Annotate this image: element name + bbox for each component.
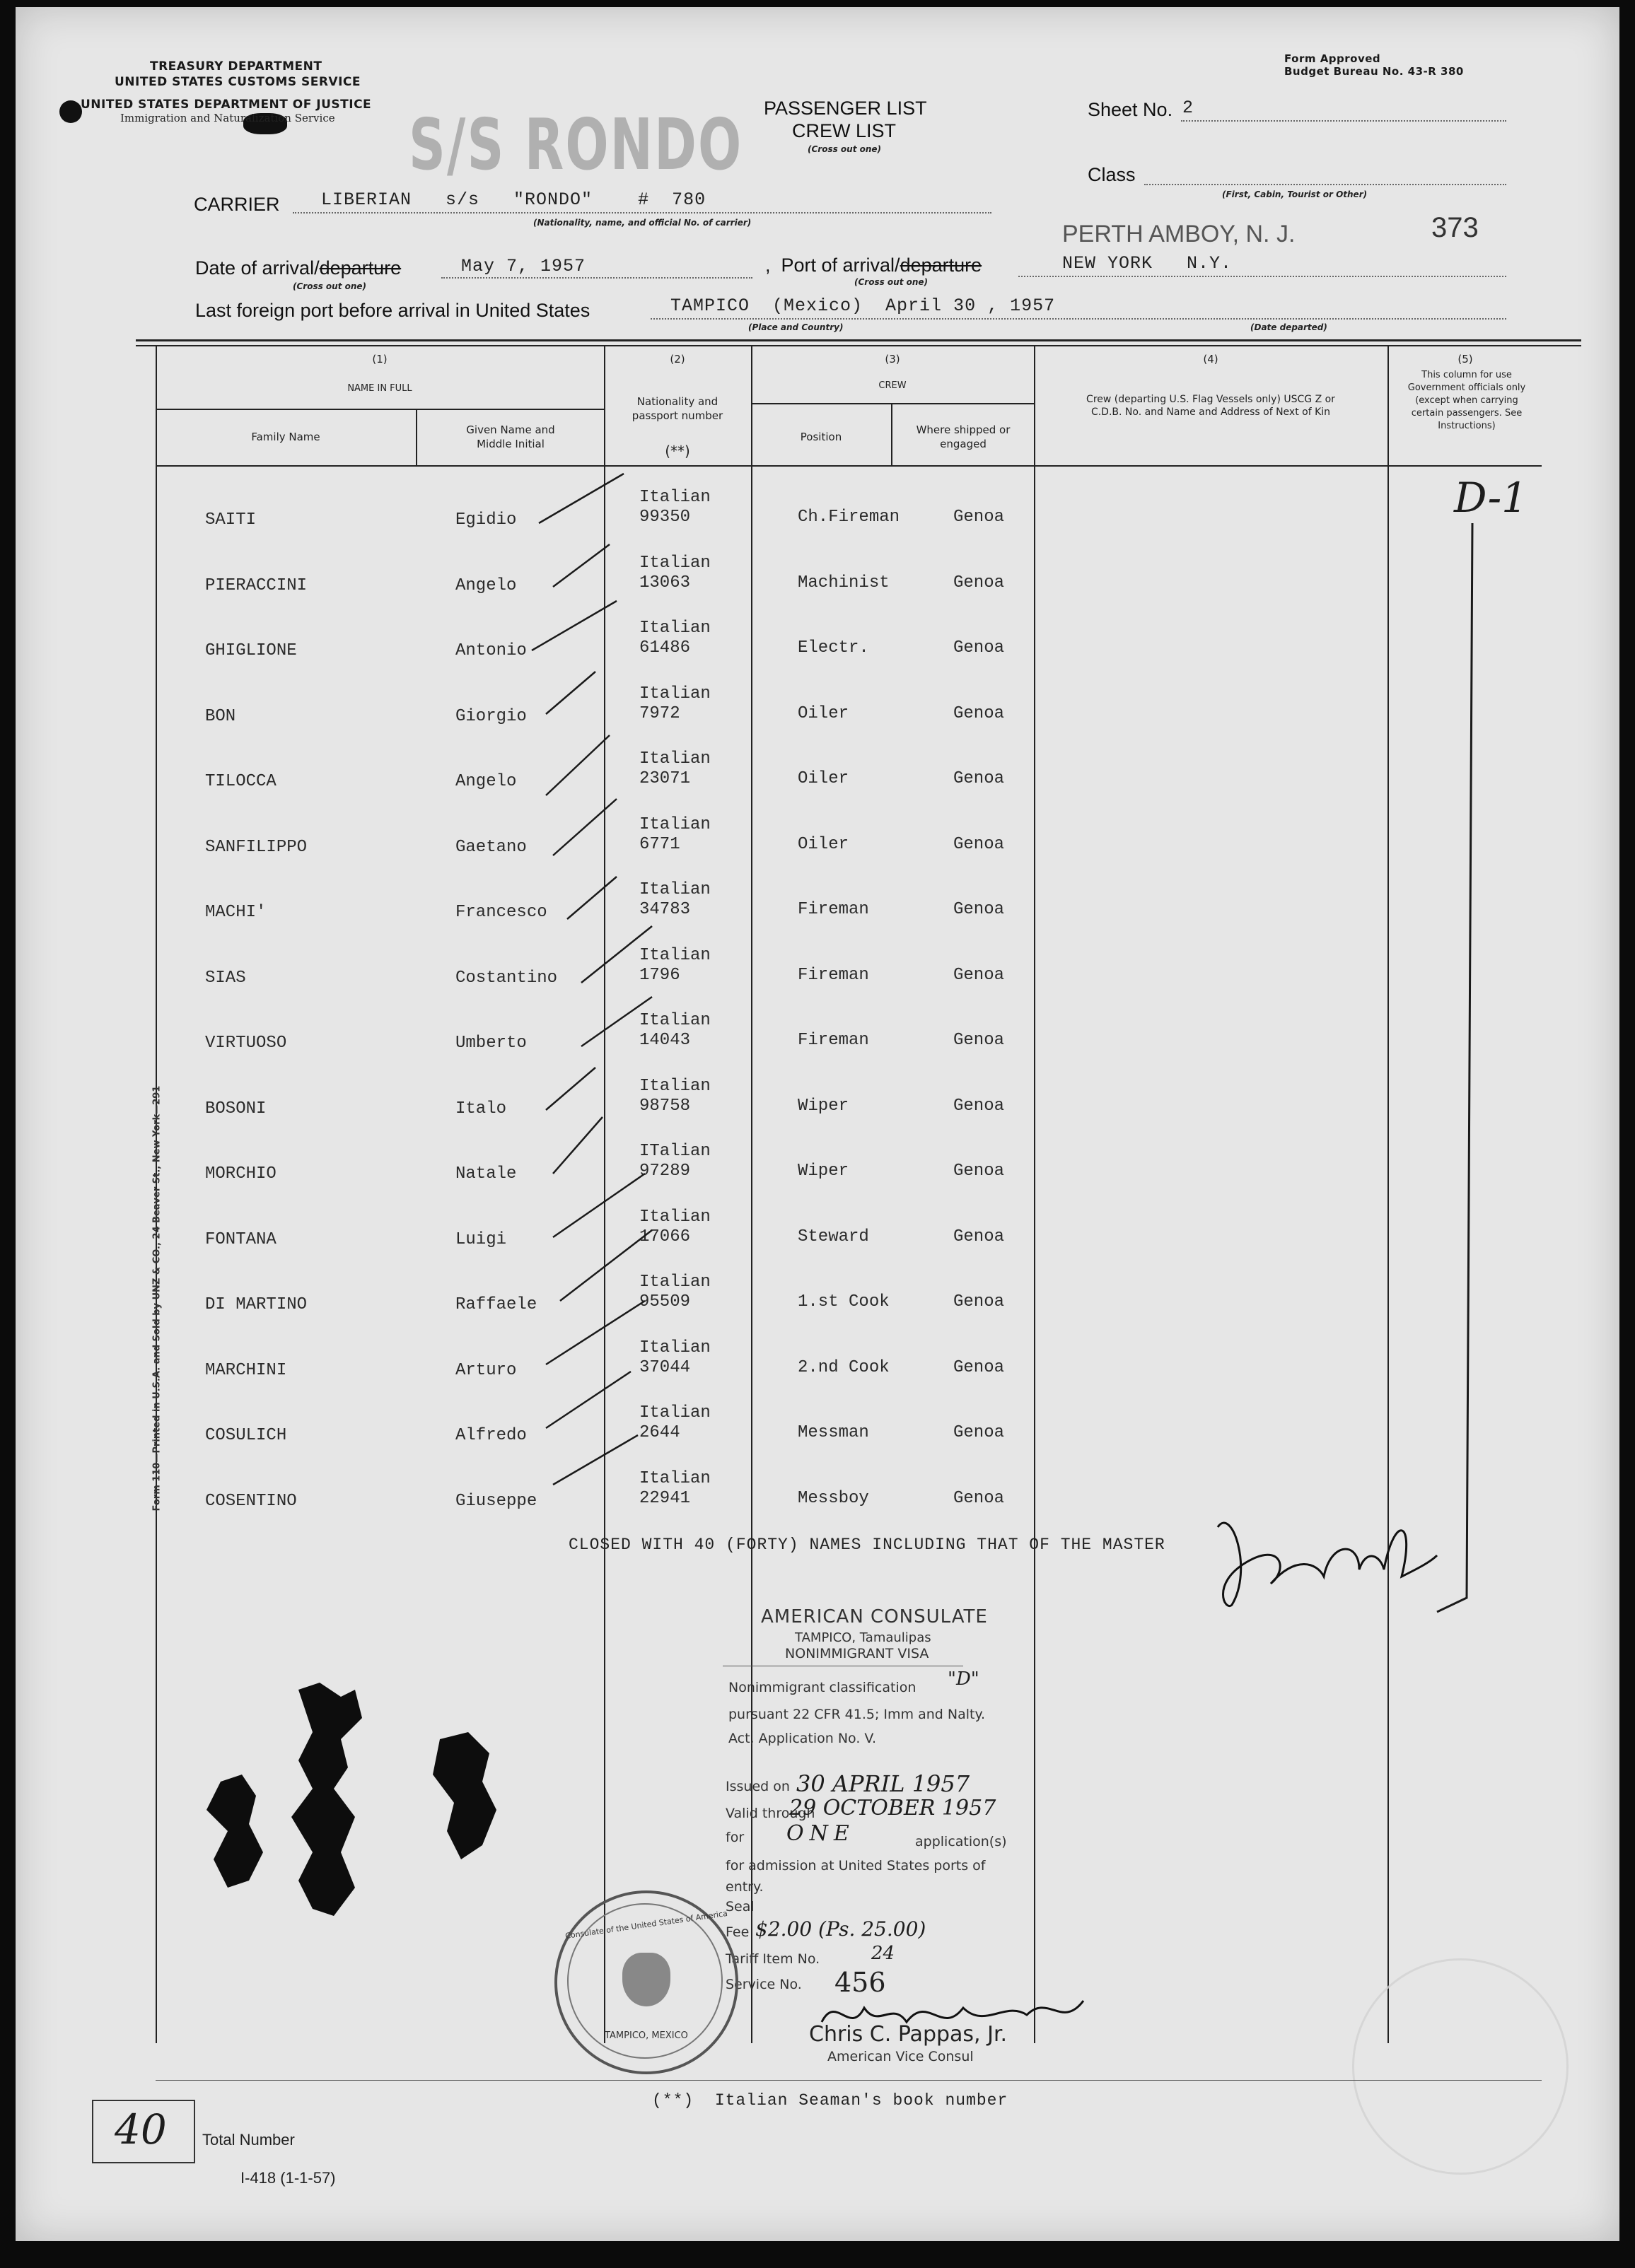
consulate-title: AMERICAN CONSULATE (761, 1606, 988, 1627)
punch-hole (59, 100, 82, 123)
side-printer-note: Form 110—Printed in U.S.A. and Sold by UNZ & CO., 24 Beaver St., New York—291 (151, 1085, 163, 1512)
shipped-cell: Genoa (953, 638, 1005, 657)
date-value: May 7, 1957 (461, 256, 586, 276)
passport-number-cell: 7972 (639, 703, 680, 723)
col2-mark: (**) (665, 443, 690, 460)
given-name-cell: Giorgio (455, 706, 527, 726)
nationality-cell: Italian (639, 814, 711, 834)
col2-title: Nationality and passport number (632, 395, 723, 422)
crew-list-document (16, 7, 1619, 2241)
shipped-cell: Genoa (953, 769, 1005, 788)
stamp-number: 373 (1431, 212, 1479, 243)
col4-title: Crew (departing U.S. Flag Vessels only) USCG Z or C.D.B. No. and Name and Address of Next of Kin (1086, 394, 1335, 418)
given-name-cell: Egidio (455, 510, 517, 530)
consulate-city: TAMPICO, Tamaulipas (795, 1630, 931, 1645)
sheet-value: 2 (1182, 98, 1194, 118)
position-cell: Oiler (798, 703, 849, 723)
family-name-cell: FONTANA (205, 1229, 277, 1249)
col1-number: (1) (372, 353, 388, 366)
passport-number-cell: 14043 (639, 1031, 691, 1050)
family-name-cell: SANFILIPPO (205, 837, 308, 857)
family-name-cell: PIERACCINI (205, 575, 308, 595)
position-cell: Electr. (798, 638, 869, 657)
nationality-cell: Italian (639, 880, 711, 899)
ship-name-stamp: S/S RONDO (409, 103, 743, 186)
family-name-cell: TILOCCA (205, 772, 277, 791)
check-marks (511, 460, 737, 1520)
tariff-label: Tariff Item No. (726, 1951, 820, 1967)
crew-header: CREW (878, 380, 907, 391)
immigration-service: Immigration and Naturalization Service (120, 112, 335, 124)
given-name-cell: Antonio (455, 641, 527, 660)
seal-text-top: Consulate of the United States of America (564, 1908, 728, 1941)
crew-list-label: CREW LIST (792, 120, 897, 141)
col4-number: (4) (1203, 353, 1218, 366)
position-cell: Messman (798, 1423, 869, 1442)
family-name-cell: BOSONI (205, 1099, 267, 1118)
pursuant-text: pursuant 22 CFR 41.5; Imm and Nalty. (728, 1707, 986, 1722)
position-cell: Wiper (798, 1096, 849, 1116)
carrier-hint: (Nationality, name, and official No. of carrier) (533, 218, 752, 228)
shipped-cell: Genoa (953, 1031, 1005, 1050)
total-number-value: 40 (115, 2105, 167, 2153)
family-name-cell: GHIGLIONE (205, 641, 297, 660)
given-name-cell: Angelo (455, 772, 517, 791)
passport-number-cell: 6771 (639, 834, 680, 854)
passport-number-cell: 1796 (639, 965, 680, 985)
consul-title: American Vice Consul (827, 2049, 974, 2064)
nationality-cell: Italian (639, 488, 711, 507)
shipped-cell: Genoa (953, 1292, 1005, 1311)
position-cell: Machinist (798, 573, 890, 592)
visa-type: NONIMMIGRANT VISA (785, 1646, 929, 1661)
date-departed-hint: (Date departed) (1250, 322, 1327, 332)
given-name-cell: Arturo (455, 1360, 517, 1380)
service-value: 456 (834, 1967, 886, 1998)
total-number-box (92, 2100, 195, 2163)
carrier-value: LIBERIAN s/s "RONDO" # 780 (321, 189, 706, 210)
seaman-book-note: (**) Italian Seaman's book number (652, 2091, 1008, 2110)
passport-number-cell: 17066 (639, 1227, 691, 1246)
position-cell: 1.st Cook (798, 1292, 890, 1311)
admission-text: for admission at United States ports of (726, 1858, 986, 1874)
form-code: I-418 (1-1-57) (240, 2169, 336, 2187)
family-name-cell: BON (205, 706, 236, 726)
passport-number-cell: 99350 (639, 508, 691, 527)
wax-seal-marks (178, 1676, 532, 1944)
family-name-cell: MACHI' (205, 903, 267, 922)
passport-number-cell: 97289 (639, 1162, 691, 1181)
consulate-seal (554, 1890, 738, 2074)
nationality-cell: Italian (639, 1468, 711, 1488)
passport-number-cell: 2644 (639, 1423, 680, 1442)
shipped-cell: Genoa (953, 703, 1005, 723)
nationality-cell: Italian (639, 1207, 711, 1227)
shipped-cell: Genoa (953, 834, 1005, 854)
nationality-cell: Italian (639, 749, 711, 768)
seal-text-bottom: TAMPICO, MEXICO (605, 2030, 688, 2041)
fee-label: Fee (726, 1924, 750, 1940)
classification-label: Nonimmigrant classification (728, 1680, 917, 1695)
family-name-cell: SAITI (205, 510, 257, 530)
position-cell: Fireman (798, 1031, 869, 1050)
valid-label: Valid through (726, 1806, 815, 1821)
act-text: Act, Application No. V. (728, 1731, 877, 1746)
family-name-header: Family Name (251, 431, 320, 443)
passport-number-cell: 37044 (639, 1357, 691, 1377)
cross-out-hint: (Cross out one) (808, 144, 882, 154)
last-port-value: TAMPICO (Mexico) April 30 , 1957 (670, 296, 1056, 316)
given-name-cell: Raffaele (455, 1295, 537, 1314)
nationality-cell: Italian (639, 684, 711, 703)
given-name-cell: Francesco (455, 903, 547, 922)
eagle-emblem (622, 1953, 670, 2006)
issued-label: Issued on (726, 1779, 790, 1794)
shipped-cell: Genoa (953, 965, 1005, 985)
passport-number-cell: 98758 (639, 1096, 691, 1116)
consul-name: Chris C. Pappas, Jr. (809, 2022, 1008, 2047)
passport-number-cell: 22941 (639, 1488, 691, 1508)
position-cell: Oiler (798, 769, 849, 788)
family-name-cell: SIAS (205, 968, 246, 988)
position-cell: Oiler (798, 834, 849, 854)
position-cell: Fireman (798, 965, 869, 985)
master-signature (1204, 1499, 1444, 1619)
given-name-cell: Natale (455, 1164, 517, 1183)
shipped-cell: Genoa (953, 1162, 1005, 1181)
position-cell: 2.nd Cook (798, 1357, 890, 1377)
family-name-cell: MARCHINI (205, 1360, 287, 1380)
closing-statement: CLOSED WITH 40 (FORTY) NAMES INCLUDING THAT OF THE MASTER (569, 1536, 1165, 1554)
family-name-cell: MORCHIO (205, 1164, 277, 1183)
applications-text: application(s) (915, 1834, 1007, 1849)
total-number-label: Total Number (202, 2131, 295, 2149)
budget-bureau: Budget Bureau No. 43-R 380 (1284, 65, 1464, 78)
col2-number: (2) (670, 353, 685, 366)
col5-number: (5) (1457, 353, 1473, 366)
justice-department: UNITED STATES DEPARTMENT OF JUSTICE (81, 98, 372, 112)
given-name-cell: Giuseppe (455, 1491, 537, 1511)
position-cell: Wiper (798, 1162, 849, 1181)
sheet-label: Sheet No. (1088, 99, 1173, 120)
col5-title: This column for use Government officials only (except when carrying certain passengers. See Instructions) (1407, 370, 1526, 431)
given-name-cell: Gaetano (455, 837, 527, 857)
valid-value: 29 OCTOBER 1957 (789, 1796, 996, 1820)
customs-service: UNITED STATES CUSTOMS SERVICE (115, 75, 361, 89)
shipped-cell: Genoa (953, 900, 1005, 919)
shipped-cell: Genoa (953, 508, 1005, 527)
port-label: , Port of arrival/departure (765, 255, 982, 276)
shipped-cell: Genoa (953, 573, 1005, 592)
classification-value: "D" (948, 1668, 979, 1690)
port-value: NEW YORK N.Y. (1062, 253, 1233, 274)
passport-number-cell: 23071 (639, 769, 691, 788)
family-name-cell: COSENTINO (205, 1491, 297, 1511)
shipped-cell: Genoa (953, 1423, 1005, 1442)
passport-number-cell: 34783 (639, 900, 691, 919)
position-header: Position (800, 431, 842, 443)
last-port-label: Last foreign port before arrival in United States (195, 300, 590, 321)
given-name-cell: Alfredo (455, 1426, 527, 1445)
position-cell: Steward (798, 1227, 869, 1246)
nationality-cell: Italian (639, 945, 711, 965)
service-label: Service No. (726, 1977, 802, 1992)
date-hint: (Cross out one) (293, 281, 367, 291)
passport-number-cell: 61486 (639, 638, 691, 657)
nationality-cell: Italian (639, 1011, 711, 1030)
embossed-seal (1352, 1958, 1569, 2175)
family-name-cell: DI MARTINO (205, 1295, 308, 1314)
shipped-cell: Genoa (953, 1488, 1005, 1508)
nationality-cell: Italian (639, 1403, 711, 1422)
fee-value: $2.00 (Ps. 25.00) (755, 1917, 926, 1941)
for-label: for (726, 1830, 745, 1845)
position-cell: Fireman (798, 900, 869, 919)
passport-number-cell: 13063 (639, 573, 691, 592)
where-shipped-header: Where shipped or engaged (916, 423, 1011, 450)
class-label: Class (1088, 164, 1136, 185)
position-cell: Messboy (798, 1488, 869, 1508)
form-approved: Form Approved (1284, 52, 1381, 65)
entry-text: entry. (726, 1879, 764, 1895)
tariff-value: 24 (871, 1943, 895, 1964)
passport-number-cell: 95509 (639, 1292, 691, 1311)
col1-title: NAME IN FULL (347, 383, 412, 394)
nationality-cell: Italian (639, 619, 711, 638)
position-cell: Ch.Fireman (798, 508, 900, 527)
family-name-cell: COSULICH (205, 1426, 287, 1445)
given-name-cell: Angelo (455, 575, 517, 595)
nationality-cell: Italian (639, 1338, 711, 1357)
given-name-cell: Luigi (455, 1229, 507, 1249)
d1-annotation: D-1 (1454, 474, 1528, 522)
given-name-cell: Costantino (455, 968, 558, 988)
place-hint: (Place and Country) (748, 322, 844, 332)
nationality-cell: Italian (639, 1273, 711, 1292)
given-name-cell: Italo (455, 1099, 507, 1118)
issued-value: 30 APRIL 1957 (796, 1770, 970, 1797)
shipped-cell: Genoa (953, 1227, 1005, 1246)
seal-text: Seal (726, 1899, 755, 1915)
for-value: ONE (786, 1821, 855, 1846)
nationality-cell: Italian (639, 553, 711, 573)
given-name-header: Given Name and Middle Initial (466, 423, 555, 450)
passenger-list-label: PASSENGER LIST (764, 98, 927, 119)
port-hint: (Cross out one) (854, 277, 929, 287)
col3-number: (3) (885, 353, 900, 366)
given-name-cell: Umberto (455, 1034, 527, 1053)
date-label: Date of arrival/departure (195, 257, 402, 279)
family-name-cell: VIRTUOSO (205, 1034, 287, 1053)
port-stamp: PERTH AMBOY, N. J. (1062, 221, 1296, 247)
shipped-cell: Genoa (953, 1357, 1005, 1377)
carrier-label: CARRIER (194, 194, 280, 215)
treasury-department: TREASURY DEPARTMENT (150, 59, 322, 74)
nationality-cell: Italian (639, 1076, 711, 1096)
bracket-line (1423, 516, 1494, 1619)
nationality-cell: ITalian (639, 1142, 711, 1161)
shipped-cell: Genoa (953, 1096, 1005, 1116)
class-hint: (First, Cabin, Tourist or Other) (1222, 189, 1368, 199)
